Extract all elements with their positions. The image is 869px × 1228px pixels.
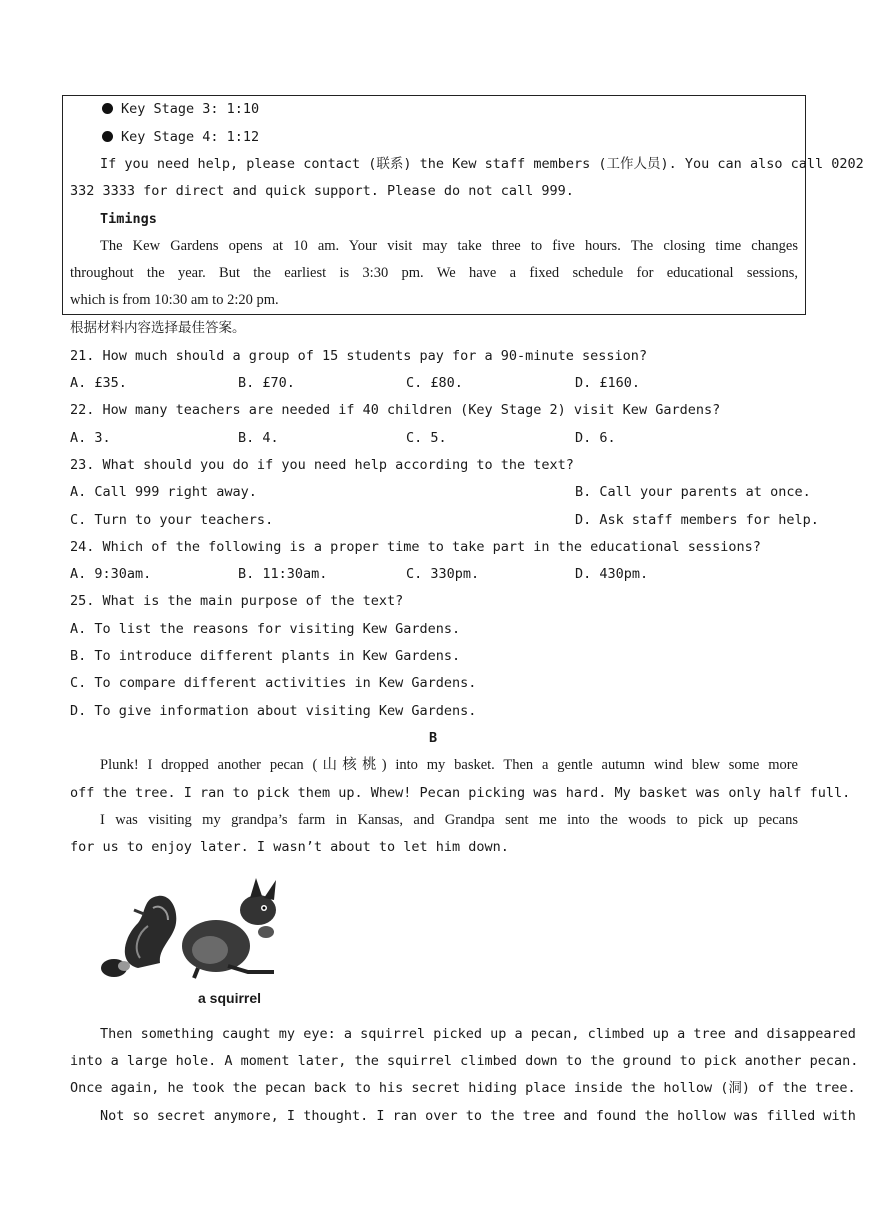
timings-line-3: which is from 10:30 am to 2:20 pm.: [70, 292, 279, 308]
question-22: 22. How many teachers are needed if 40 children (Key Stage 2) visit Kew Gardens?: [70, 402, 721, 418]
bullet-icon: [102, 103, 113, 114]
help-line-1: If you need help, please contact (联系) the Kew staff members (工作人员). You can also call 0202: [100, 156, 864, 172]
q22-option-b: B. 4.: [238, 430, 279, 446]
key-stage-3: Key Stage 3: 1:10: [102, 100, 259, 118]
q22-option-c: C. 5.: [406, 430, 447, 446]
question-24: 24. Which of the following is a proper time to take part in the educational sessions?: [70, 539, 761, 555]
question-25: 25. What is the main purpose of the text?: [70, 593, 404, 609]
q25-option-c: C. To compare different activities in Kew Gardens.: [70, 675, 477, 691]
passage-p4-line-1: Not so secret anymore, I thought. I ran over to the tree and found the hollow was filled with: [100, 1108, 856, 1124]
q25-option-d: D. To give information about visiting Kew Gardens.: [70, 703, 477, 719]
q25-option-b: B. To introduce different plants in Kew Gardens.: [70, 648, 461, 664]
q23-option-a: A. Call 999 right away.: [70, 484, 257, 500]
timings-heading: Timings: [100, 211, 157, 227]
passage-p3-line-3: Once again, he took the pecan back to his secret hiding place inside the hollow (洞) of the tree.: [70, 1080, 856, 1096]
instruction: 根据材料内容选择最佳答案。: [70, 320, 246, 336]
q23-option-d: D. Ask staff members for help.: [575, 512, 819, 528]
q21-option-a: A. £35.: [70, 375, 127, 391]
help-line-2: 332 3333 for direct and quick support. Please do not call 999.: [70, 183, 574, 199]
q25-option-a: A. To list the reasons for visiting Kew Gardens.: [70, 621, 461, 637]
bullet-icon: [102, 131, 113, 142]
passage-p1-line-1: Plunk! I dropped another pecan (山核桃) into my basket. Then a gentle autumn wind blew some more: [100, 757, 798, 773]
q23-option-c: C. Turn to your teachers.: [70, 512, 274, 528]
passage-p3-line-1: Then something caught my eye: a squirrel picked up a pecan, climbed up a tree and disappeared: [100, 1026, 856, 1042]
q21-option-b: B. £70.: [238, 375, 295, 391]
question-21: 21. How much should a group of 15 students pay for a 90-minute session?: [70, 348, 648, 364]
q21-option-c: C. £80.: [406, 375, 463, 391]
passage-p2-line-1: I was visiting my grandpa’s farm in Kansas, and Grandpa sent me into the woods to pick up pecans: [100, 812, 798, 828]
q24-option-c: C. 330pm.: [406, 566, 480, 582]
q22-option-d: D. 6.: [575, 430, 616, 446]
q24-option-b: B. 11:30am.: [238, 566, 328, 582]
question-23: 23. What should you do if you need help according to the text?: [70, 457, 574, 473]
passage-p2-line-2: for us to enjoy later. I wasn’t about to let him down.: [70, 839, 509, 855]
section-b-heading: B: [429, 730, 438, 746]
passage-p1-line-2: off the tree. I ran to pick them up. Whew! Pecan picking was hard. My basket was only half full.: [70, 785, 851, 801]
q24-option-d: D. 430pm.: [575, 566, 649, 582]
q21-option-d: D. £160.: [575, 375, 641, 391]
q24-option-a: A. 9:30am.: [70, 566, 152, 582]
squirrel-caption: a squirrel: [198, 990, 262, 1006]
timings-line-1: The Kew Gardens opens at 10 am. Your visit may take three to five hours. The closing time changes: [100, 238, 798, 254]
timings-line-2: throughout the year. But the earliest is 3:30 pm. We have a fixed schedule for educational sessions,: [70, 265, 798, 281]
q22-option-a: A. 3.: [70, 430, 111, 446]
q23-option-b: B. Call your parents at once.: [575, 484, 811, 500]
passage-p3-line-2: into a large hole. A moment later, the squirrel climbed down to the ground to pick another pecan.: [70, 1053, 859, 1069]
squirrel-image: [98, 868, 288, 986]
key-stage-4: Key Stage 4: 1:12: [102, 128, 259, 146]
